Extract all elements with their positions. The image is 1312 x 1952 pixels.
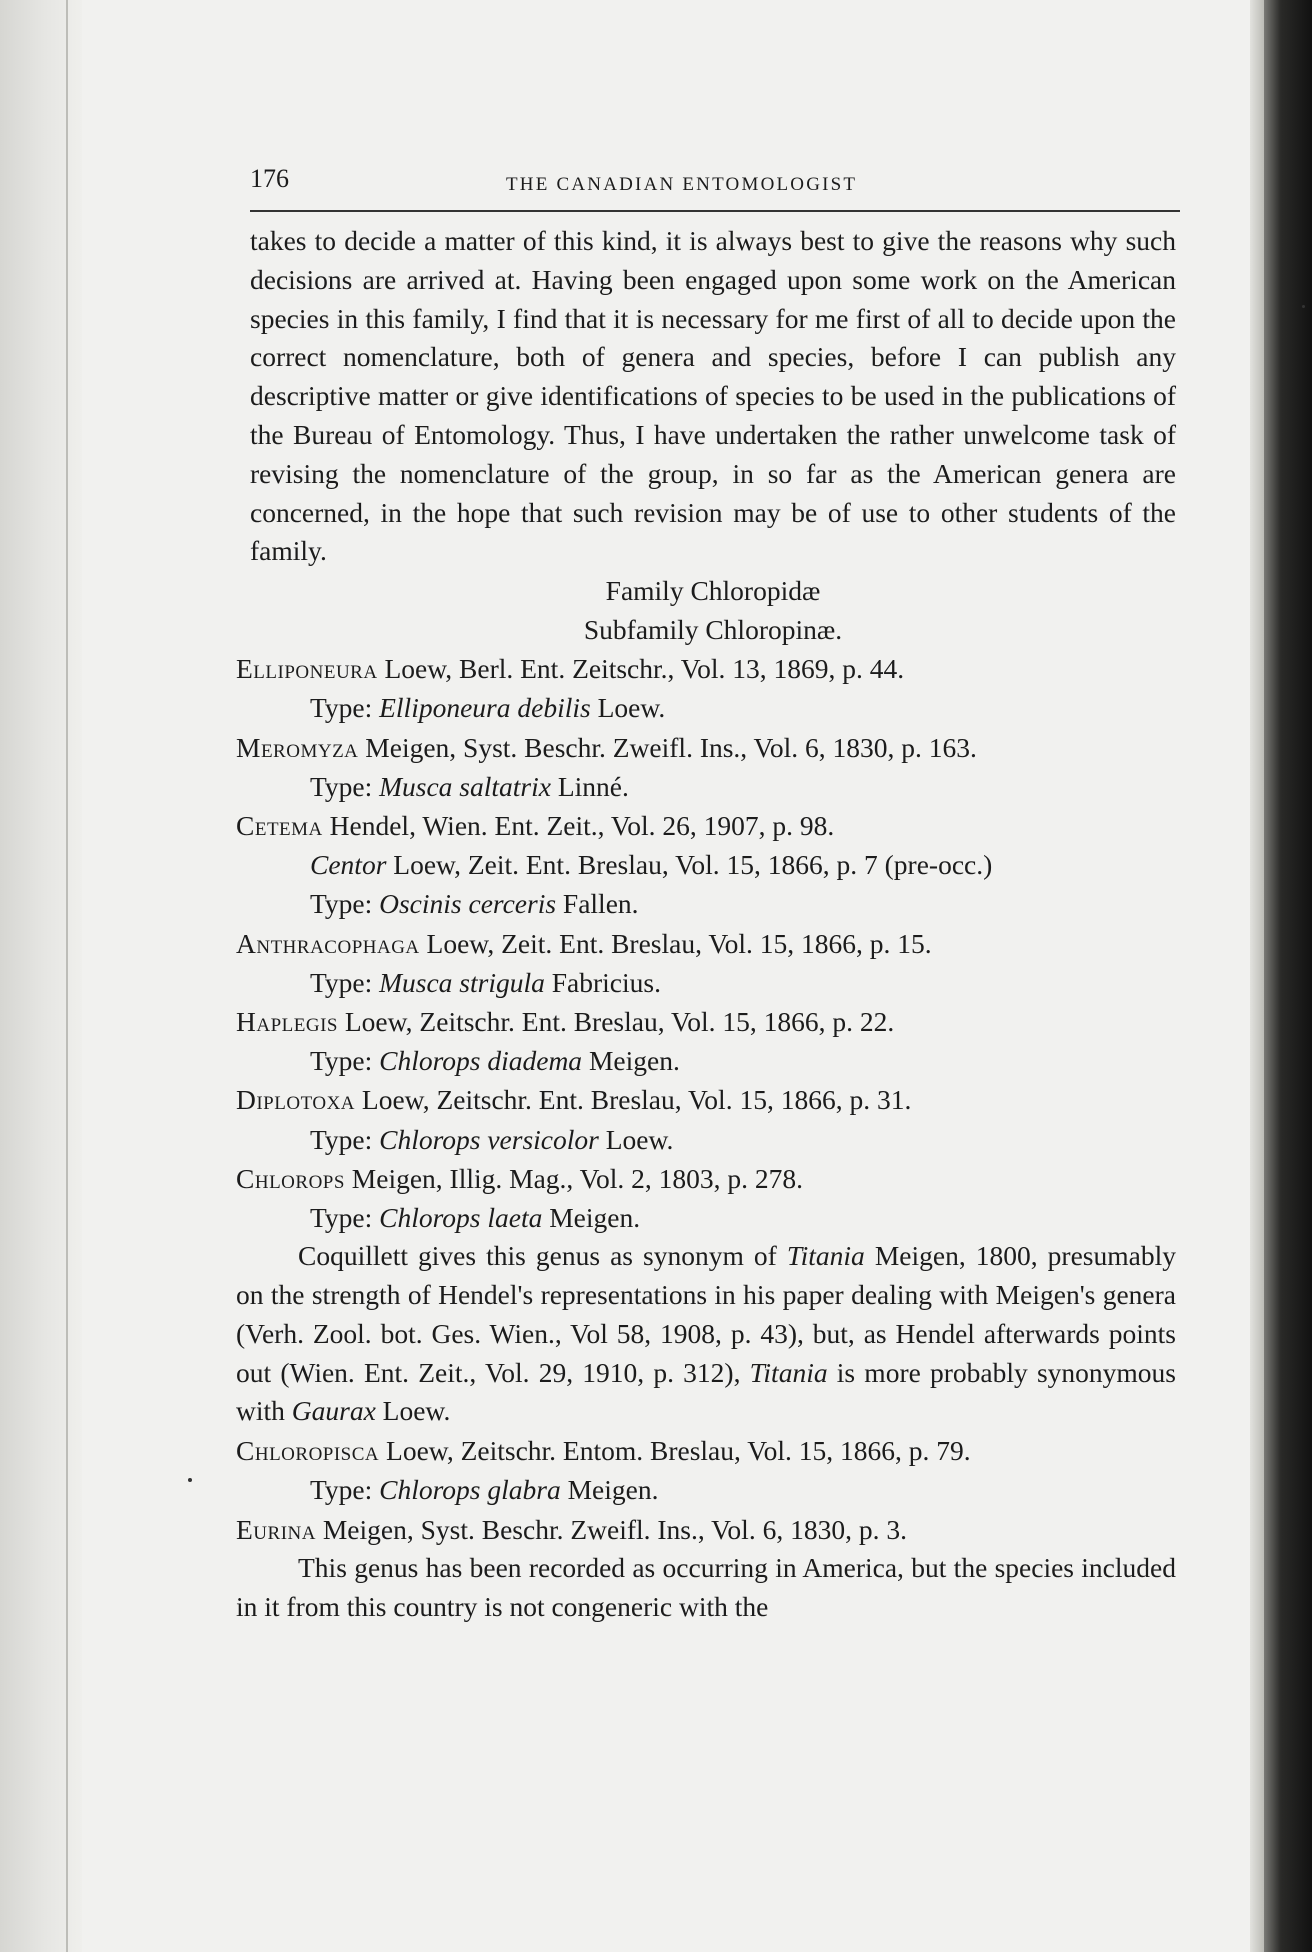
type-label: Type: bbox=[310, 1045, 380, 1077]
note-text: is more probably synonymous with bbox=[236, 1356, 1176, 1427]
type-species: Chlorops diadema bbox=[379, 1045, 583, 1077]
header-rule bbox=[250, 210, 1180, 212]
type-species: Elliponeura debilis bbox=[379, 692, 591, 724]
type-author: Meigen. bbox=[582, 1045, 680, 1077]
genus-italic: Titania bbox=[749, 1356, 828, 1388]
genus-citation: Meigen, Syst. Beschr. Zweifl. Ins., Vol. 6, 1830, p. 163. bbox=[358, 731, 977, 763]
genus-name: Chloropisca bbox=[236, 1435, 380, 1467]
type-line bbox=[236, 884, 1180, 923]
family-heading: Family Chloropidæ bbox=[605, 575, 821, 607]
type-author: Meigen. bbox=[542, 1202, 641, 1234]
book-binding-shadow bbox=[1264, 0, 1312, 1952]
type-species: Oscinis cerceris bbox=[379, 888, 557, 920]
journal-title: THE CANADIAN ENTOMOLOGIST bbox=[506, 174, 858, 195]
type-line bbox=[236, 1198, 1180, 1237]
genus-citation: Meigen, Illig. Mag., Vol. 2, 1803, p. 278. bbox=[344, 1162, 803, 1194]
genus-entry-haplegis bbox=[236, 1002, 1180, 1041]
type-author: Fabricius. bbox=[544, 966, 661, 998]
type-author: Fallen. bbox=[556, 888, 639, 920]
type-label: Type: bbox=[310, 770, 380, 802]
running-head bbox=[236, 160, 1180, 210]
genus-citation: Meigen, Syst. Beschr. Zweifl. Ins., Vol. 6, 1830, p. 3. bbox=[315, 1513, 907, 1545]
genus-citation: Loew, Zeitschr. Ent. Breslau, Vol. 15, 1866, p. 31. bbox=[355, 1084, 912, 1116]
genus-entry-cetema bbox=[236, 806, 1180, 845]
genus-entry-diplotoxa bbox=[236, 1080, 1180, 1119]
note-text: Meigen, 1800, presumably on the strength of Hendel's representations in his paper dealing with Meigen's genera (Verh. Zool. bot. Ges. Wien., Vol 58, 1908, p. 43), but, as Hendel afterwards points out (Wien. Ent. Zeit., Vol. 29, 1910, p. 312), bbox=[236, 1240, 1176, 1388]
genus-name: Diplotoxa bbox=[236, 1084, 356, 1116]
type-author: Meigen. bbox=[560, 1474, 659, 1506]
genus-citation: Hendel, Wien. Ent. Zeit., Vol. 26, 1907, p. 98. bbox=[322, 809, 835, 841]
synonym-line bbox=[236, 845, 1180, 884]
speck bbox=[1302, 305, 1305, 308]
genus-entry-chloropisca bbox=[236, 1431, 1180, 1470]
gutter-line bbox=[66, 0, 68, 1952]
genus-citation: Loew, Zeit. Ent. Breslau, Vol. 15, 1866, p. 15. bbox=[419, 927, 932, 959]
genus-name: Chlorops bbox=[236, 1162, 345, 1194]
type-label: Type: bbox=[310, 888, 380, 920]
subfamily-heading: Subfamily Chloropinæ. bbox=[583, 614, 843, 646]
type-line bbox=[236, 767, 1180, 806]
genus-name: Cetema bbox=[236, 809, 323, 841]
genus-name: Eurina bbox=[236, 1513, 316, 1545]
page-content bbox=[236, 160, 1180, 1626]
type-label: Type: bbox=[310, 692, 380, 724]
coquillett-note bbox=[236, 1237, 1176, 1431]
genus-italic: Gaurax bbox=[291, 1395, 376, 1427]
genus-name: Anthracophaga bbox=[236, 927, 420, 959]
type-species: Chlorops versicolor bbox=[379, 1123, 599, 1155]
opening-paragraph: takes to decide a matter of this kind, it is always best to give the reasons why such decisions are arrived at. Having been engaged upon some work on the American species in this family, I find that it is necessary for me first of all to decide upon the correct nomenclature, both of genera and species, before I can publish any descriptive matter or give identifications of species to be used in the publications of the Bureau of Entomology. Thus, I have undertaken the rather unwelcome task of revising the nomenclature of the group, in so far as the American genera are concerned, in the hope that such revision may be of use to other students of the family. bbox=[250, 225, 1176, 567]
type-author: Loew. bbox=[598, 1123, 674, 1155]
genus-entry-elliponeura bbox=[236, 649, 1180, 688]
genus-entry-meromyza bbox=[236, 728, 1180, 767]
genus-citation: Loew, Berl. Ent. Zeitschr., Vol. 13, 1869, p. 44. bbox=[377, 653, 905, 685]
genus-entry-eurina bbox=[236, 1510, 1180, 1549]
type-line bbox=[236, 688, 1180, 727]
type-line bbox=[236, 963, 1180, 1002]
type-species: Musca saltatrix bbox=[379, 770, 551, 802]
genus-entry-anthracophaga bbox=[236, 924, 1180, 963]
synonym-name: Centor bbox=[310, 849, 387, 881]
type-species: Chlorops laeta bbox=[379, 1202, 543, 1234]
type-species: Musca strigula bbox=[379, 966, 545, 998]
note-text: Coquillett gives this genus as synonym of bbox=[298, 1240, 787, 1272]
type-line bbox=[236, 1041, 1180, 1080]
speck bbox=[188, 1478, 192, 1482]
page-number: 176 bbox=[250, 164, 289, 193]
binding-gutter bbox=[0, 0, 82, 1952]
genus-citation: Loew, Zeitschr. Entom. Breslau, Vol. 15, 1866, p. 79. bbox=[379, 1435, 971, 1467]
type-author: Linné. bbox=[550, 770, 629, 802]
type-species: Chlorops glabra bbox=[379, 1474, 561, 1506]
type-line bbox=[236, 1470, 1180, 1509]
type-label: Type: bbox=[310, 966, 380, 998]
genus-citation: Loew, Zeitschr. Ent. Breslau, Vol. 15, 1866, p. 22. bbox=[337, 1006, 895, 1037]
genus-name: Elliponeura bbox=[236, 653, 378, 685]
type-label: Type: bbox=[310, 1474, 380, 1506]
closing-paragraph: This genus has been recorded as occurring in America, but the species included in it from this country is not congeneric with the bbox=[236, 1551, 1176, 1622]
note-text: Loew. bbox=[375, 1395, 451, 1427]
type-line bbox=[236, 1120, 1180, 1159]
page-edge bbox=[1250, 0, 1264, 1952]
genus-italic: Titania bbox=[786, 1240, 865, 1272]
type-label: Type: bbox=[310, 1123, 380, 1155]
synonym-citation: Loew, Zeit. Ent. Breslau, Vol. 15, 1866, p. 7 (pre-occ.) bbox=[386, 849, 993, 881]
genus-name: Haplegis bbox=[236, 1006, 338, 1037]
genus-name: Meromyza bbox=[236, 731, 359, 763]
type-label: Type: bbox=[310, 1202, 380, 1234]
genus-entry-chlorops bbox=[236, 1159, 1180, 1198]
type-author: Loew. bbox=[590, 692, 666, 724]
